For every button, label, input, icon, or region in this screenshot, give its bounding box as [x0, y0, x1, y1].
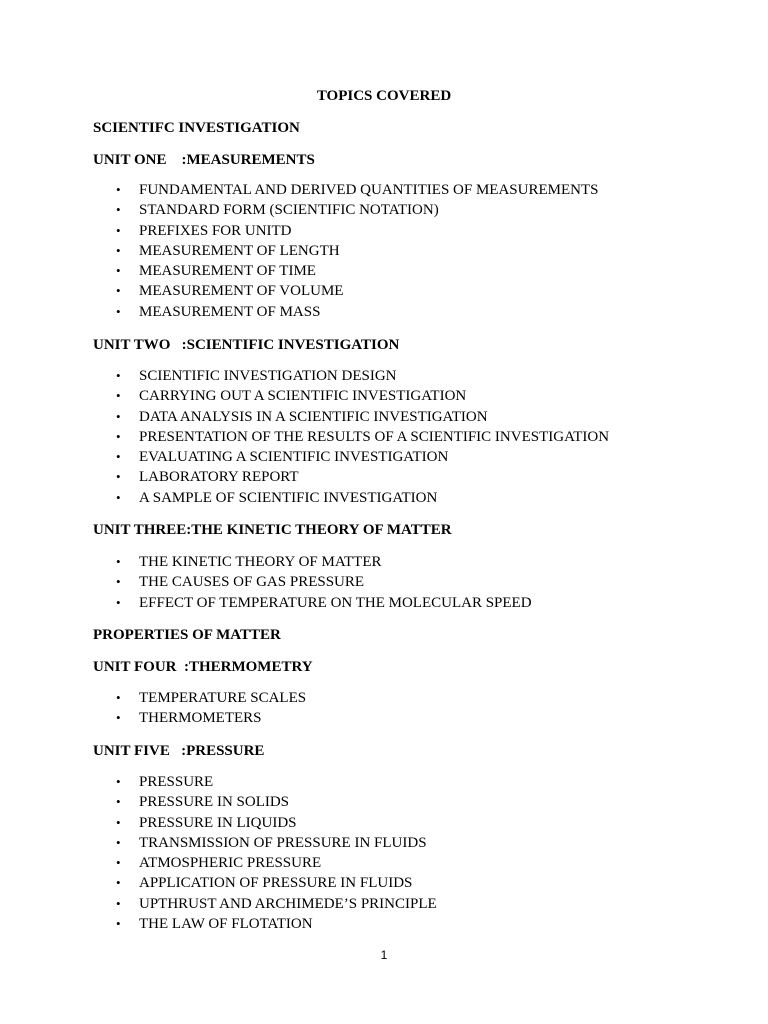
list-item-text: MEASUREMENT OF TIME: [139, 263, 316, 280]
list-item: [0, 427, 609, 447]
list-item-text: PRESSURE: [139, 774, 214, 790]
page-number: 1: [380, 948, 388, 962]
bullet-icon: •: [116, 283, 121, 299]
list-item-text: PRESSURE IN SOLIDS: [139, 794, 290, 811]
list-item: [0, 407, 609, 427]
document-title: TOPICS COVERED: [316, 88, 452, 104]
bullet-icon: •: [116, 408, 121, 424]
list-item-text: THE KINETIC THEORY OF MATTER: [139, 554, 382, 570]
list-item-text: SCIENTIFIC INVESTIGATION DESIGN: [139, 368, 397, 384]
bullet-icon: •: [116, 794, 121, 810]
list-item: [0, 302, 599, 322]
bullet-icon: •: [116, 469, 121, 485]
list-item-text: PRESSURE IN LIQUIDS: [139, 814, 297, 831]
bullet-icon: •: [116, 449, 121, 465]
section-heading-scientific-investigation: SCIENTIFC INVESTIGATION: [93, 120, 300, 136]
bullet-icon: •: [116, 594, 121, 610]
list-item-text: MEASUREMENT OF VOLUME: [139, 283, 344, 300]
unit-five-heading: UNIT FIVE :PRESSURE: [93, 743, 265, 759]
list-item: [0, 708, 306, 728]
list-item-text: UPTHRUST AND ARCHIMEDE’S PRINCIPLE: [139, 895, 437, 912]
bullet-icon: •: [116, 916, 121, 932]
bullet-icon: •: [116, 814, 121, 830]
bullet-icon: •: [116, 875, 121, 891]
bullet-icon: •: [116, 222, 121, 238]
list-item-text: FUNDAMENTAL AND DERIVED QUANTITIES OF MEASUREMENTS: [139, 182, 599, 198]
list-item-text: A SAMPLE OF SCIENTIFIC INVESTIGATION: [139, 489, 438, 506]
unit-three-heading: UNIT THREE:THE KINETIC THEORY OF MATTER: [93, 522, 452, 538]
list-item-text: ATMOSPHERIC PRESSURE: [139, 855, 322, 872]
list-item-text: APPLICATION OF PRESSURE IN FLUIDS: [139, 875, 413, 892]
list-item-text: MEASUREMENT OF LENGTH: [139, 242, 340, 259]
bullet-icon: •: [116, 182, 121, 197]
list-item: [0, 914, 437, 934]
list-item-text: MEASUREMENT OF MASS: [139, 303, 321, 320]
bullet-icon: •: [116, 388, 121, 404]
list-item-text: DATA ANALYSIS IN A SCIENTIFIC INVESTIGATION: [139, 408, 488, 425]
list-item-text: EVALUATING A SCIENTIFIC INVESTIGATION: [139, 449, 449, 466]
bullet-icon: •: [116, 554, 121, 569]
list-item: [0, 200, 599, 220]
bullet-icon: •: [116, 710, 121, 726]
list-item: [0, 552, 532, 572]
list-item: [0, 593, 532, 613]
list-item-text: CARRYING OUT A SCIENTIFIC INVESTIGATION: [139, 388, 467, 405]
list-item: [0, 261, 599, 281]
section-heading-properties-of-matter: PROPERTIES OF MATTER: [93, 627, 281, 643]
list-item-text: THERMOMETERS: [139, 710, 262, 727]
list-item: [0, 386, 609, 406]
list-item: [0, 180, 599, 200]
unit-three-topic-list: [0, 552, 532, 613]
bullet-icon: •: [116, 895, 121, 911]
list-item-text: THE CAUSES OF GAS PRESSURE: [139, 574, 365, 591]
list-item-text: PREFIXES FOR UNITD: [139, 222, 292, 239]
list-item: [0, 281, 599, 301]
list-item-text: TEMPERATURE SCALES: [139, 690, 307, 706]
unit-four-heading: UNIT FOUR :THERMOMETRY: [93, 659, 313, 675]
list-item: [0, 772, 437, 792]
unit-five-topic-list: [0, 772, 437, 934]
list-item: [0, 813, 437, 833]
list-item: [0, 467, 609, 487]
unit-two-heading: UNIT TWO :SCIENTIFIC INVESTIGATION: [93, 337, 400, 353]
bullet-icon: •: [116, 242, 121, 258]
list-item: [0, 221, 599, 241]
list-item: [0, 447, 609, 467]
bullet-icon: •: [116, 202, 121, 218]
bullet-icon: •: [116, 855, 121, 871]
list-item: [0, 688, 306, 708]
list-item: [0, 488, 609, 508]
bullet-icon: •: [116, 368, 121, 383]
list-item-text: STANDARD FORM (SCIENTIFIC NOTATION): [139, 202, 439, 219]
list-item: [0, 873, 437, 893]
bullet-icon: •: [116, 690, 121, 705]
list-item-text: EFFECT OF TEMPERATURE ON THE MOLECULAR SPEED: [139, 594, 532, 611]
unit-four-topic-list: [0, 688, 306, 729]
list-item-text: PRESENTATION OF THE RESULTS OF A SCIENTIFIC INVESTIGATION: [139, 428, 610, 445]
bullet-icon: •: [116, 834, 121, 850]
unit-one-heading: UNIT ONE :MEASUREMENTS: [93, 152, 315, 168]
list-item-text: THE LAW OF FLOTATION: [139, 916, 313, 933]
bullet-icon: •: [116, 774, 121, 789]
bullet-icon: •: [116, 428, 121, 444]
list-item-text: TRANSMISSION OF PRESSURE IN FLUIDS: [139, 834, 427, 851]
list-item: [0, 792, 437, 812]
unit-two-topic-list: [0, 366, 609, 508]
list-item: [0, 894, 437, 914]
list-item: [0, 833, 437, 853]
bullet-icon: •: [116, 263, 121, 279]
bullet-icon: •: [116, 574, 121, 590]
list-item: [0, 853, 437, 873]
list-item: [0, 572, 532, 592]
bullet-icon: •: [116, 489, 121, 505]
bullet-icon: •: [116, 303, 121, 319]
list-item: [0, 241, 599, 261]
list-item: [0, 366, 609, 386]
list-item-text: LABORATORY REPORT: [139, 469, 299, 486]
unit-one-topic-list: [0, 180, 599, 322]
